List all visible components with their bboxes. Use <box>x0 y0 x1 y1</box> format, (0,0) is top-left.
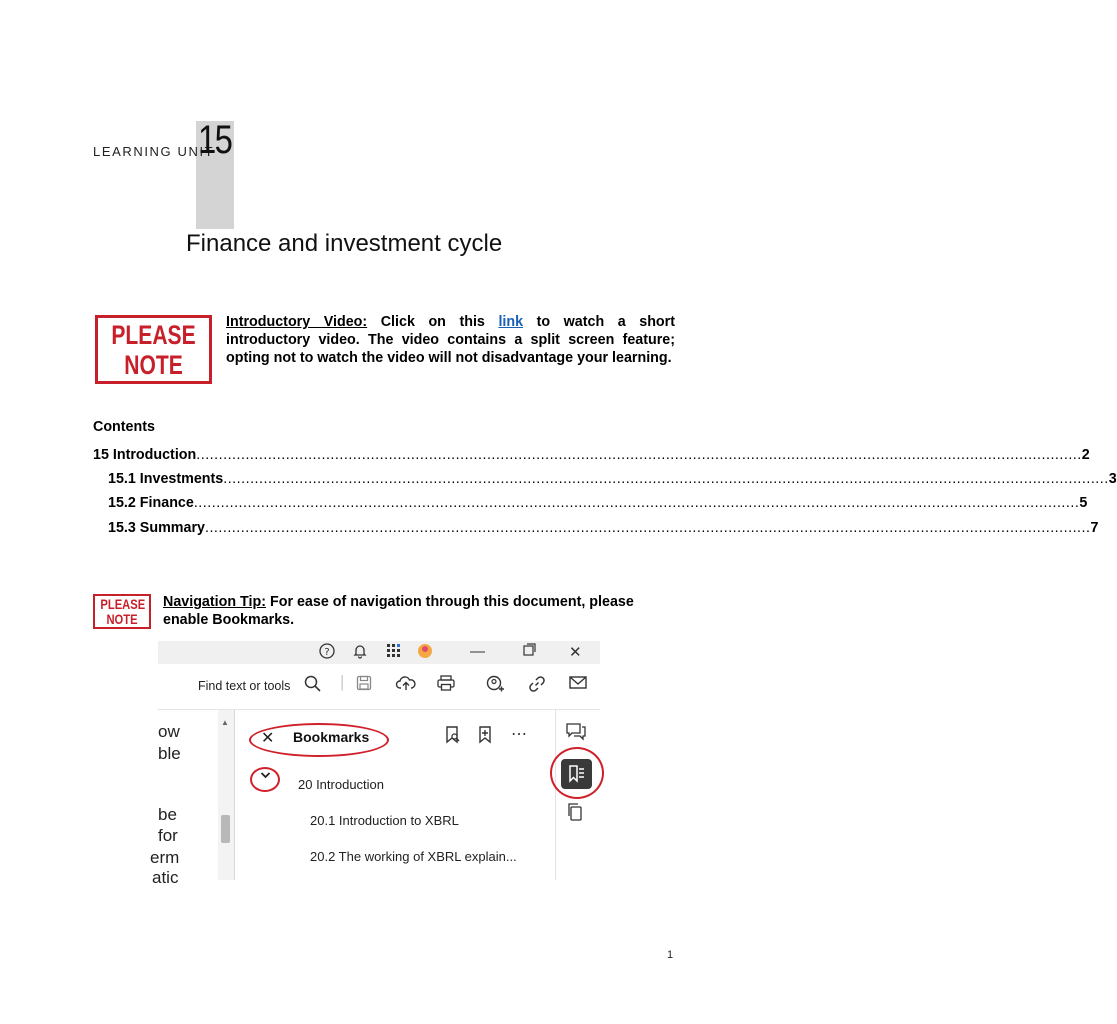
cloud-upload-icon <box>396 675 416 696</box>
nav-tip-label: Navigation Tip: <box>163 594 266 610</box>
print-icon <box>437 675 455 696</box>
toc-label: 15.1 Investments <box>108 471 224 487</box>
close-icon: ✕ <box>569 644 582 661</box>
unit-number: 15 <box>198 118 232 162</box>
bookmark-item: 20.2 The working of XBRL explain... <box>310 849 517 864</box>
please-note-stamp <box>95 315 212 384</box>
scroll-up-icon: ▲ <box>221 718 229 727</box>
toc-page: 5 <box>1079 495 1088 511</box>
fragment-text: atic <box>152 868 179 887</box>
document-fragment <box>150 710 218 887</box>
reader-toolbar <box>158 664 600 710</box>
scrollbar <box>218 710 235 880</box>
toc-entry[interactable] <box>108 471 1117 487</box>
toc-page: 2 <box>1081 447 1090 463</box>
bell-icon <box>352 643 368 663</box>
bookmark-item: 20 Introduction <box>298 777 385 792</box>
svg-text:?: ? <box>324 647 330 658</box>
help-icon <box>319 643 335 663</box>
save-icon <box>356 675 372 696</box>
toc-entry[interactable] <box>93 447 1090 463</box>
contents-title: Contents <box>93 419 155 435</box>
avatar-icon <box>416 643 434 663</box>
link-icon <box>528 675 546 698</box>
toc-entry[interactable] <box>108 520 1099 536</box>
reader-title-bar <box>158 641 600 664</box>
stamp-line-2: NOTE <box>124 350 183 380</box>
bookmarks-panel-icon <box>561 759 592 789</box>
pages-icon <box>567 803 583 826</box>
right-tool-rail <box>555 710 601 880</box>
toc-leader <box>223 471 1108 487</box>
apps-grid-icon <box>386 643 402 663</box>
close-icon: ✕ <box>261 730 275 747</box>
toc-leader <box>196 447 1081 463</box>
scroll-thumb <box>221 815 230 843</box>
bookmarks-panel <box>235 710 555 880</box>
fragment-text: be <box>158 805 177 824</box>
email-icon <box>569 675 587 695</box>
toc-leader <box>194 495 1079 511</box>
minimize-icon: — <box>470 643 485 660</box>
more-options-icon: ⋯ <box>511 726 527 743</box>
share-link-icon <box>486 675 505 698</box>
toolbar-divider: | <box>340 672 345 691</box>
bookmark-item: 20.1 Introduction to XBRL <box>310 813 459 828</box>
toc-entry[interactable] <box>108 495 1088 511</box>
comment-icon <box>566 722 586 745</box>
bookmark-search-icon <box>445 726 461 749</box>
add-bookmark-icon <box>478 726 492 749</box>
intro-paragraph <box>226 313 675 367</box>
restore-icon <box>522 643 536 661</box>
unit-label: LEARNING UNIT <box>93 144 215 159</box>
toc-page: 7 <box>1090 520 1099 536</box>
toc-label: 15.3 Summary <box>108 520 205 536</box>
fragment-text: ow <box>158 722 180 741</box>
toc-page: 3 <box>1108 471 1117 487</box>
intro-text-after: to watch a short introductory video. The video contains a split screen feature; opting not to watch the video will not disadvantage your learning. <box>226 314 675 366</box>
intro-text-before: Click on this <box>367 314 499 330</box>
fragment-text: ble <box>158 744 181 763</box>
stamp-line-2: NOTE <box>106 611 138 627</box>
toc-leader <box>205 520 1090 536</box>
nav-tip-text: For ease of navigation through this document, please enable Bookmarks. <box>163 594 634 628</box>
page-number: 1 <box>667 949 674 961</box>
chevron-down-icon <box>260 768 271 784</box>
fragment-text: erm <box>150 848 180 867</box>
page-title: Finance and investment cycle <box>186 230 503 257</box>
fragment-text: for <box>158 826 178 845</box>
intro-label: Introductory Video: <box>226 314 368 330</box>
bookmarks-screenshot <box>150 641 600 887</box>
search-icon <box>304 675 321 697</box>
navigation-tip <box>163 593 678 629</box>
please-note-stamp-small <box>93 594 151 629</box>
stamp-line-1: PLEASE <box>100 596 146 612</box>
toc-label: 15 Introduction <box>93 447 197 463</box>
stamp-line-1: PLEASE <box>111 320 196 350</box>
intro-video-link[interactable]: link <box>498 314 524 330</box>
find-text-label: Find text or tools <box>198 679 291 693</box>
bookmarks-title: Bookmarks <box>293 729 370 745</box>
toc-label: 15.2 Finance <box>108 495 194 511</box>
